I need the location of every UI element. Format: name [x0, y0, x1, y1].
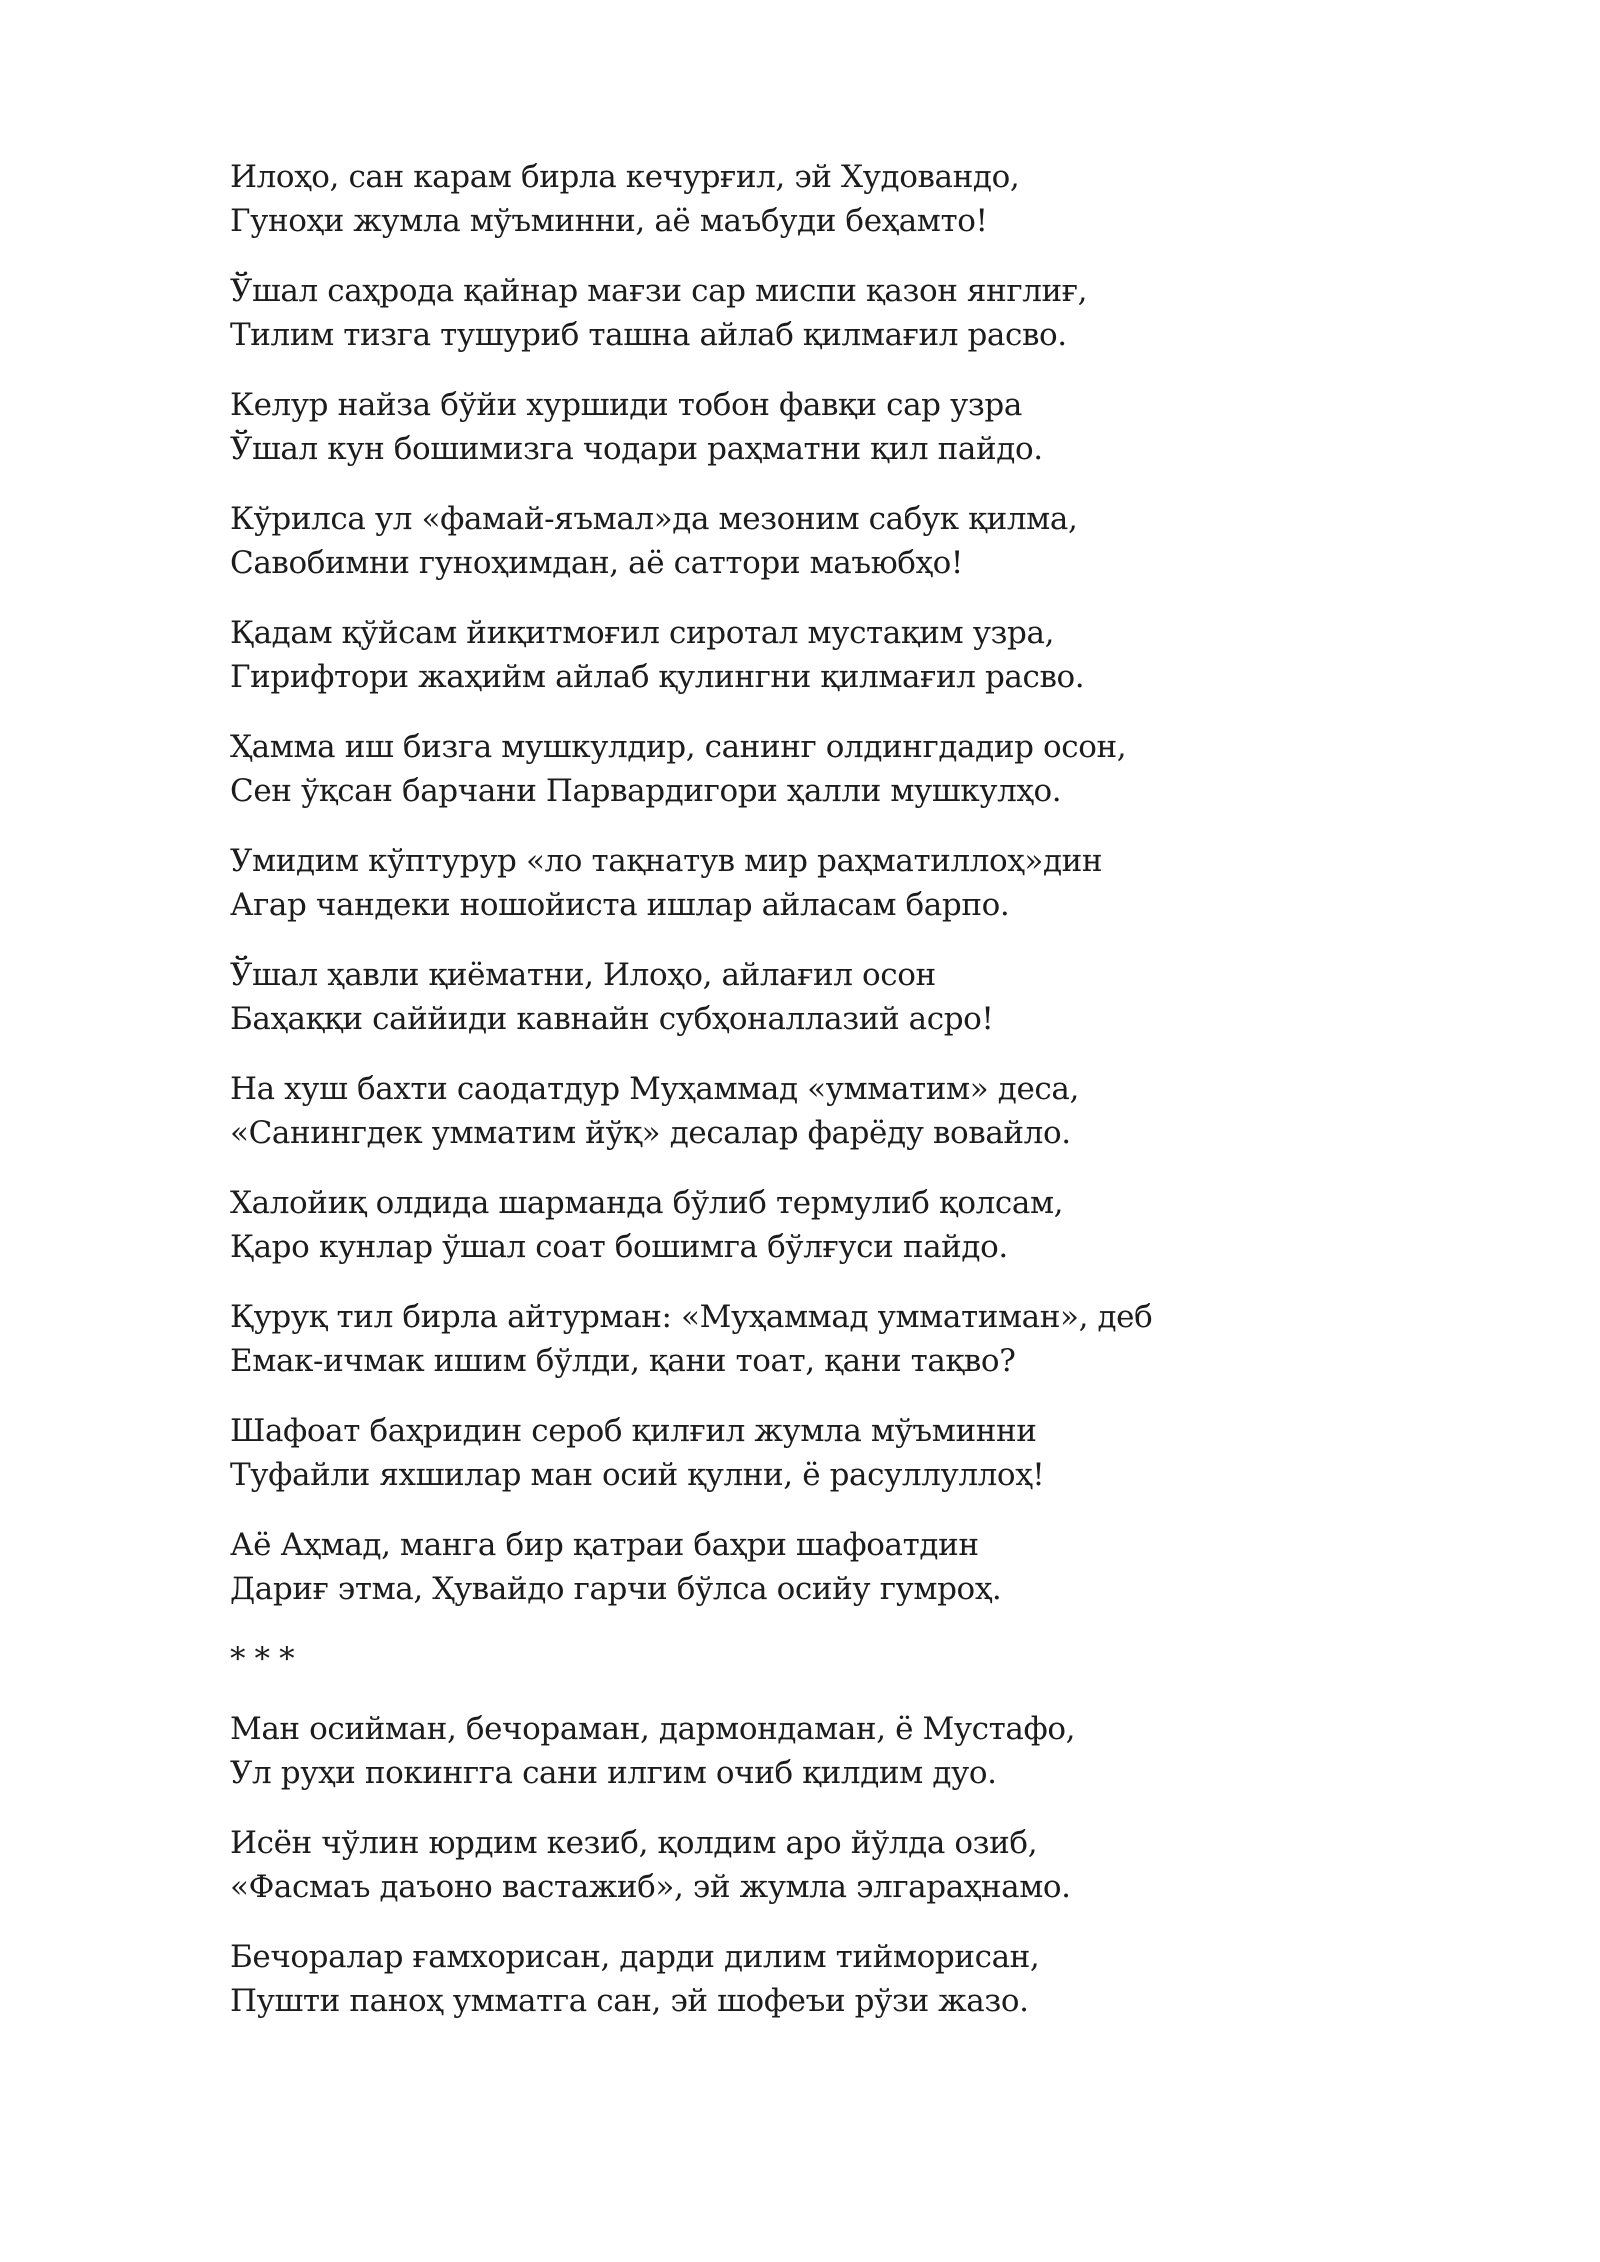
stanza [230, 269, 1380, 357]
poem-line: Агар чандеки ношойиста ишлар айласам барпо. [230, 887, 1010, 923]
poem-line: Шафоат баҳридин сероб қилғил жумла мўъминни [230, 1413, 1037, 1449]
stanza [230, 1181, 1380, 1269]
stanza [230, 1067, 1380, 1155]
stanza [230, 611, 1380, 699]
stanza [230, 839, 1380, 927]
poem-line: Савобимни гуноҳимдан, аё саттори маъюбҳо! [230, 545, 963, 581]
poem-line: Ўшал кун бошимизга чодари раҳматни қил пайдо. [230, 431, 1043, 467]
stanza [230, 953, 1380, 1041]
poem-line: Ман осийман, бечораман, дармондаман, ё Мустафо, [230, 1711, 1076, 1747]
poem-line: Гирифтори жаҳийм айлаб қулингни қилмағил расво. [230, 659, 1085, 695]
poem-line: Баҳаққи саййиди кавнайн субҳоналлазий асро! [230, 1001, 994, 1037]
section-separator: * * * [230, 1641, 295, 1677]
poem-line: Ул руҳи покингга сани илгим очиб қилдим дуо. [230, 1755, 997, 1791]
poem-line: На хуш бахти саодатдур Муҳаммад «умматим» деса, [230, 1071, 1079, 1107]
stanza [230, 1821, 1380, 1909]
poem-line: Кўрилса ул «фамай-яъмал»да мезоним сабук қилма, [230, 501, 1078, 537]
poem-line: Исён чўлин юрдим кезиб, қолдим аро йўлда озиб, [230, 1825, 1038, 1861]
stanza [230, 155, 1380, 243]
poem-line: Гуноҳи жумла мўъминни, аё маъбуди беҳамто! [230, 203, 988, 239]
stanza [230, 1707, 1380, 1795]
stanza [230, 1409, 1380, 1497]
poem-line: Қадам қўйсам йиқитмоғил сиротал мустақим узра, [230, 615, 1055, 651]
poem-text [230, 155, 1380, 2049]
poem-line: Тилим тизга тушуриб ташна айлаб қилмағил расво. [230, 317, 1067, 353]
poem-line: Туфайли яхшилар ман осий қулни, ё расуллуллоҳ! [230, 1457, 1045, 1493]
poem-line: Емак-ичмак ишим бўлди, қани тоат, қани тақво? [230, 1343, 1016, 1379]
poem-line: «Фасмаъ даъоно вастажиб», эй жумла элгараҳнамо. [230, 1869, 1071, 1905]
poem-line: Халойиқ олдида шарманда бўлиб термулиб қолсам, [230, 1185, 1064, 1221]
stanza [230, 1523, 1380, 1611]
poem-line: Сен ўқсан барчани Парвардигори ҳалли мушкулҳо. [230, 773, 1062, 809]
poem-line: «Санингдек умматим йўқ» десалар фарёду вовайло. [230, 1115, 1071, 1151]
poem-line: Ўшал саҳрода қайнар мағзи сар миспи қазон янглиғ, [230, 273, 1088, 309]
poem-line: Дариғ этма, Ҳувайдо гарчи бўлса осийу гумроҳ. [230, 1571, 1002, 1607]
stanza [230, 383, 1380, 471]
stanza [230, 497, 1380, 585]
stanza [230, 1935, 1380, 2023]
poem-line: Ҳамма иш бизга мушкулдир, санинг олдингдадир осон, [230, 729, 1127, 765]
poem-line: Қаро кунлар ўшал соат бошимга бўлғуси пайдо. [230, 1229, 1008, 1265]
poem-line: Келур найза бўйи хуршиди тобон фавқи сар узра [230, 387, 1022, 423]
poem-line: Ўшал ҳавли қиёматни, Илоҳо, айлағил осон [230, 957, 936, 993]
poem-line: Умидим кўптурур «ло тақнатув мир раҳматиллоҳ»дин [230, 843, 1103, 879]
poem-line: Илоҳо, сан карам бирла кечурғил, эй Худовандо, [230, 159, 1020, 195]
poem-line: Қуруқ тил бирла айтурман: «Муҳаммад умматиман», деб [230, 1299, 1153, 1335]
poem-line: Аё Аҳмад, манга бир қатраи баҳри шафоатдин [230, 1527, 979, 1563]
poem-line: Бечоралар ғамхорисан, дарди дилим тийморисан, [230, 1939, 1040, 1975]
stanza [230, 1295, 1380, 1383]
poem-line: Пушти паноҳ умматга сан, эй шофеъи рўзи жазо. [230, 1983, 1029, 2019]
stanza [230, 725, 1380, 813]
